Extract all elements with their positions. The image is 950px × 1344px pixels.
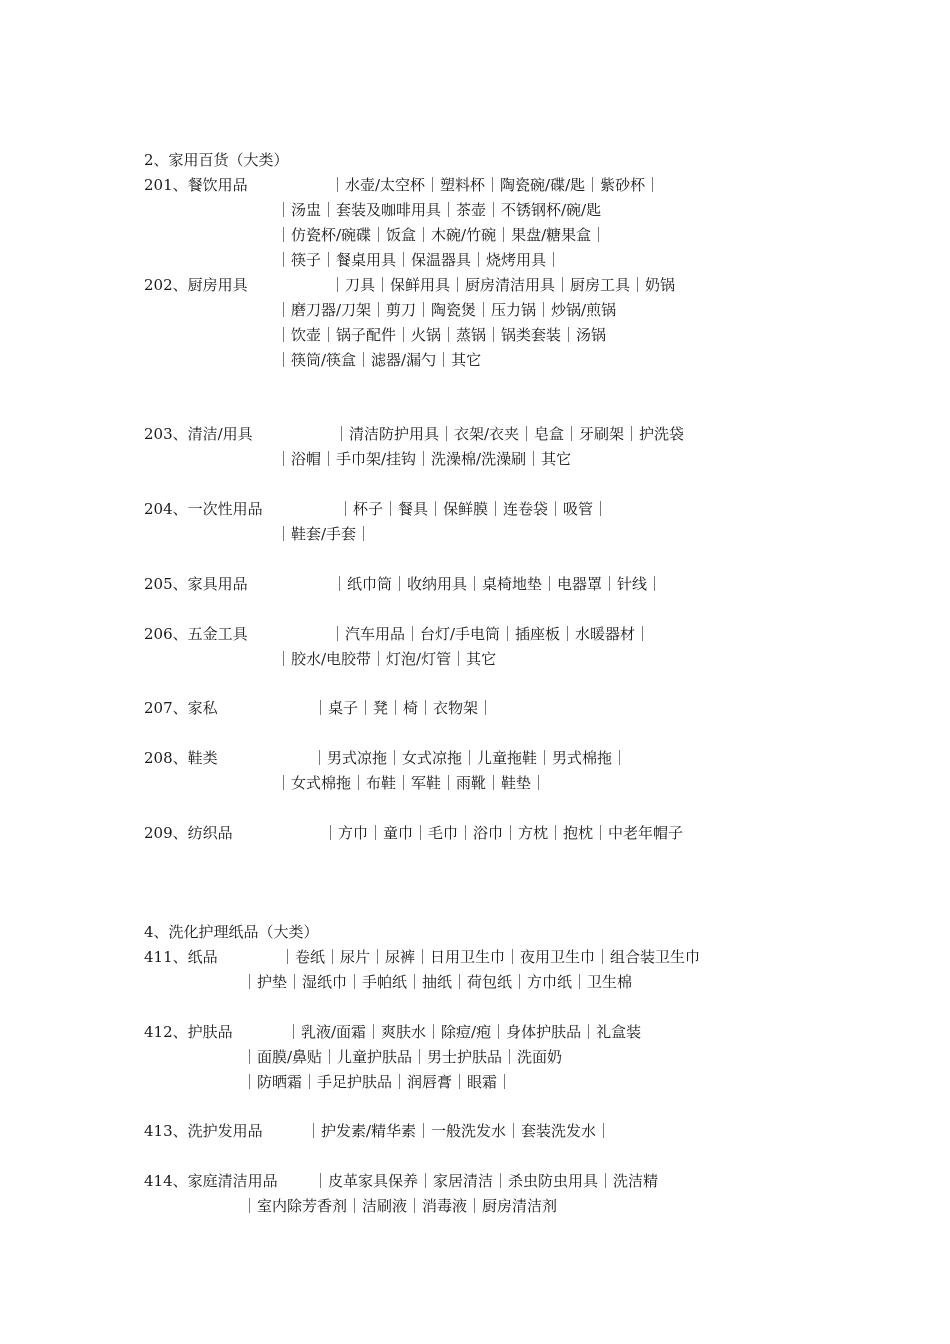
category-label: 414、家庭清洁用品 [144, 1172, 278, 1190]
category-items: ｜室内除芳香剂｜洁刷液｜消毒液｜厨房清洁剂 [242, 1197, 558, 1215]
category-items: ｜筷筒/筷盒｜滤器/漏勺｜其它 [276, 351, 482, 369]
category-items: ｜磨刀器/刀架｜剪刀｜陶瓷煲｜压力锅｜炒锅/煎锅 [276, 301, 617, 319]
section-heading: 4、洗化护理纸品（大类） [144, 923, 319, 941]
category-items: ｜桌子｜凳｜椅｜衣物架｜ [313, 699, 494, 717]
category-label: 208、鞋类 [144, 749, 218, 767]
category-label: 207、家私 [144, 699, 218, 717]
category-label: 205、家具用品 [144, 575, 248, 593]
category-items: ｜饮壶｜锅子配件｜火锅｜蒸锅｜锅类套装｜汤锅 [276, 326, 607, 344]
category-items: ｜男式凉拖｜女式凉拖｜儿童拖鞋｜男式棉拖｜ [312, 749, 628, 767]
category-items: ｜方巾｜童巾｜毛巾｜浴巾｜方枕｜抱枕｜中老年帽子 [323, 824, 684, 842]
category-items: ｜刀具｜保鲜用具｜厨房清洁用具｜厨房工具｜奶锅 [330, 276, 676, 294]
category-items: ｜防晒霜｜手足护肤品｜润唇膏｜眼霜｜ [242, 1073, 513, 1091]
category-label: 203、清洁/用具 [144, 425, 253, 443]
category-label: 413、洗护发用品 [144, 1122, 263, 1140]
category-items: ｜胶水/电胶带｜灯泡/灯管｜其它 [276, 650, 497, 668]
category-items: ｜纸巾筒｜收纳用具｜桌椅地垫｜电器罩｜针线｜ [332, 575, 663, 593]
category-label: 204、一次性用品 [144, 500, 263, 518]
category-items: ｜乳液/面霜｜爽肤水｜除痘/疱｜身体护肤品｜礼盒装 [286, 1023, 642, 1041]
category-items: ｜清洁防护用具｜衣架/衣夹｜皂盒｜牙刷架｜护洗袋 [334, 425, 685, 443]
category-label: 209、纺织品 [144, 824, 233, 842]
category-items: ｜鞋套/手套｜ [276, 525, 372, 543]
category-label: 412、护肤品 [144, 1023, 233, 1041]
category-items: ｜护发素/精华素｜一般洗发水｜套装洗发水｜ [306, 1122, 612, 1140]
category-items: ｜筷子｜餐桌用具｜保温器具｜烧烤用具｜ [276, 251, 562, 269]
category-items: ｜汽车用品｜台灯/手电筒｜插座板｜水暖器材｜ [330, 625, 651, 643]
category-items: ｜面膜/鼻贴｜儿童护肤品｜男士护肤品｜洗面奶 [242, 1048, 563, 1066]
category-items: ｜浴帽｜手巾架/挂钩｜洗澡棉/洗澡刷｜其它 [276, 450, 572, 468]
category-label: 202、厨房用具 [144, 276, 248, 294]
category-label: 411、纸品 [144, 948, 218, 966]
category-items: ｜杯子｜餐具｜保鲜膜｜连卷袋｜吸管｜ [338, 500, 609, 518]
category-items: ｜汤盅｜套装及咖啡用具｜茶壶｜不锈钢杯/碗/匙 [276, 201, 602, 219]
category-items: ｜仿瓷杯/碗碟｜饭盒｜木碗/竹碗｜果盘/糖果盒｜ [276, 226, 607, 244]
category-items: ｜卷纸｜尿片｜尿裤｜日用卫生巾｜夜用卫生巾｜组合装卫生巾 [280, 948, 701, 966]
category-label: 201、餐饮用品 [144, 176, 248, 194]
category-items: ｜护垫｜湿纸巾｜手帕纸｜抽纸｜荷包纸｜方巾纸｜卫生棉 [242, 973, 633, 991]
category-items: ｜皮革家具保养｜家居清洁｜杀虫防虫用具｜洗洁精 [313, 1172, 659, 1190]
category-items: ｜女式棉拖｜布鞋｜军鞋｜雨靴｜鞋垫｜ [276, 774, 547, 792]
category-label: 206、五金工具 [144, 625, 248, 643]
section-heading: 2、家用百货（大类） [144, 151, 289, 169]
category-items: ｜水壶/太空杯｜塑料杯｜陶瓷碗/碟/匙｜紫砂杯｜ [330, 176, 661, 194]
